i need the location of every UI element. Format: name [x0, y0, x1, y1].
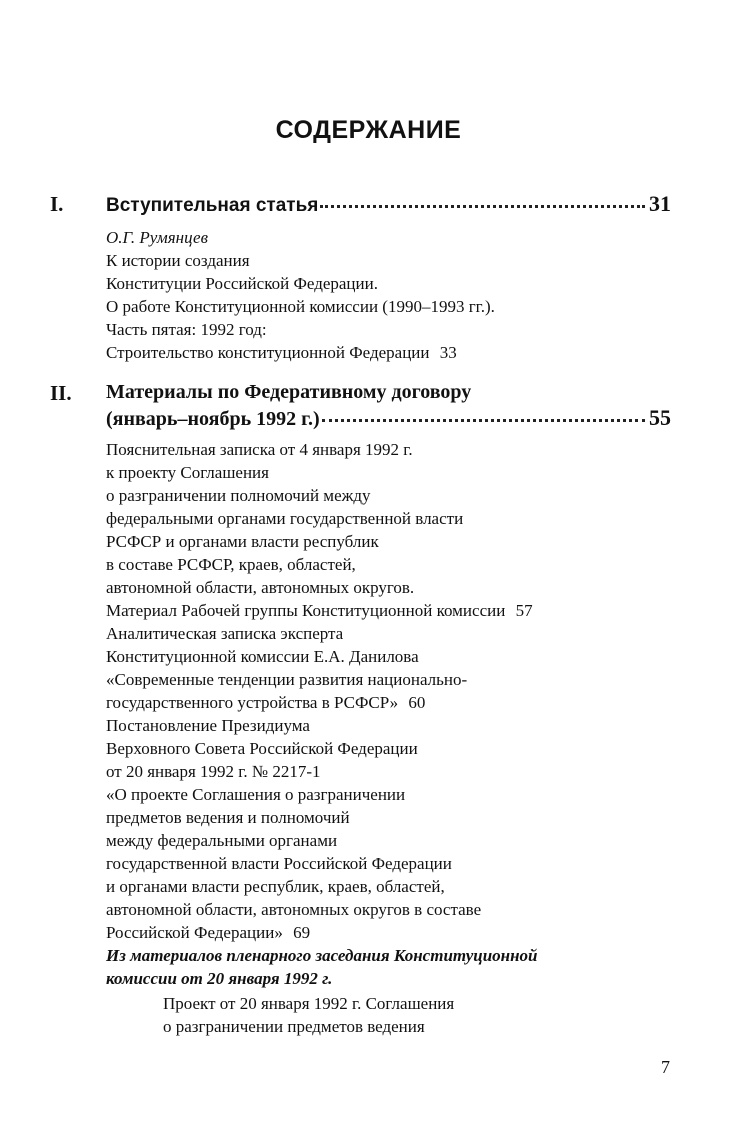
entry-line: автономной области, автономных округов в составе [106, 900, 482, 919]
entry-line: Постановление Президиума [106, 716, 310, 735]
entry-line: предметов ведения и полномочий [106, 808, 350, 827]
entry-page-number: 60 [408, 693, 426, 712]
entry-last-line [106, 691, 671, 714]
toc-entry-resolution [106, 714, 671, 944]
entry-line: Проект от 20 января 1992 г. Соглашения [163, 994, 455, 1013]
entry-line-text: Российской Федерации» [106, 923, 283, 942]
entry-line: «О проекте Соглашения о разграничении [106, 785, 406, 804]
section-title-text: Вступительная статья [106, 195, 319, 216]
section-title-2 [106, 379, 671, 432]
section-title-line: (январь–ноябрь 1992 г.) [106, 408, 320, 430]
section-title-line: Материалы по Федеративному договору [106, 381, 472, 403]
toc-sub-entry [163, 992, 671, 1038]
entry-last-line [106, 921, 671, 944]
toc-entry-introduction [106, 226, 671, 364]
entry-line-text: государственного устройства в РСФСР» [106, 693, 399, 712]
entry-page-number: 69 [293, 923, 311, 942]
entry-line: Часть пятая: 1992 год: [106, 320, 267, 339]
entry-line: между федеральными органами [106, 831, 338, 850]
entry-line: государственной власти Российской Федерации [106, 854, 452, 873]
subheading-line: комиссии от 20 января 1992 г. [106, 969, 333, 988]
section-numeral-2: II. [50, 381, 72, 405]
entry-line-text: Материал Рабочей группы Конституционной комиссии [106, 601, 506, 620]
entry-line: РСФСР и органами власти республик [106, 532, 379, 551]
entry-line: «Современные тенденции развития национально- [106, 670, 468, 689]
entry-line: и органами власти республик, краев, областей, [106, 877, 445, 896]
section-page-number: 55 [649, 405, 671, 430]
toc-entry-explanatory-note [106, 438, 671, 622]
entry-last-line [106, 599, 671, 622]
page-title: СОДЕРЖАНИЕ [275, 116, 462, 144]
entry-line: в составе РСФСР, краев, областей, [106, 555, 356, 574]
section-title-1 [106, 191, 671, 219]
entry-line: Аналитическая записка эксперта [106, 624, 344, 643]
entry-page-number: 57 [515, 601, 533, 620]
section-page-number: 31 [649, 191, 671, 216]
section-numeral-1: I. [50, 192, 64, 216]
entry-line: Пояснительная записка от 4 января 1992 г. [106, 440, 413, 459]
toc-subheading [106, 944, 671, 990]
entry-page-number: 33 [439, 343, 457, 362]
section-title-last-line [106, 405, 671, 432]
toc-entry-analytical-note [106, 622, 671, 714]
entry-line: о разграничении предметов ведения [163, 1017, 425, 1036]
subheading-line: Из материалов пленарного заседания Конституционной [106, 946, 538, 965]
leader-dots [322, 419, 645, 422]
page-number: 7 [661, 1057, 670, 1077]
entry-line: Конституции Российской Федерации. [106, 274, 378, 293]
entry-line: автономной области, автономных округов. [106, 578, 415, 597]
entry-line: федеральными органами государственной власти [106, 509, 464, 528]
entry-line: Конституционной комиссии Е.А. Данилова [106, 647, 419, 666]
entry-line: Верховного Совета Российской Федерации [106, 739, 418, 758]
entry-line: К истории создания [106, 251, 250, 270]
entry-last-line [106, 341, 671, 364]
entry-line: О работе Конституционной комиссии (1990–1993 гг.). [106, 297, 495, 316]
entry-line: от 20 января 1992 г. № 2217-1 [106, 762, 321, 781]
entry-line: о разграничении полномочий между [106, 486, 371, 505]
entry-line-text: Строительство конституционной Федерации [106, 343, 430, 362]
leader-dots [320, 205, 645, 208]
entry-line: к проекту Соглашения [106, 463, 269, 482]
author-line: О.Г. Румянцев [106, 228, 208, 247]
